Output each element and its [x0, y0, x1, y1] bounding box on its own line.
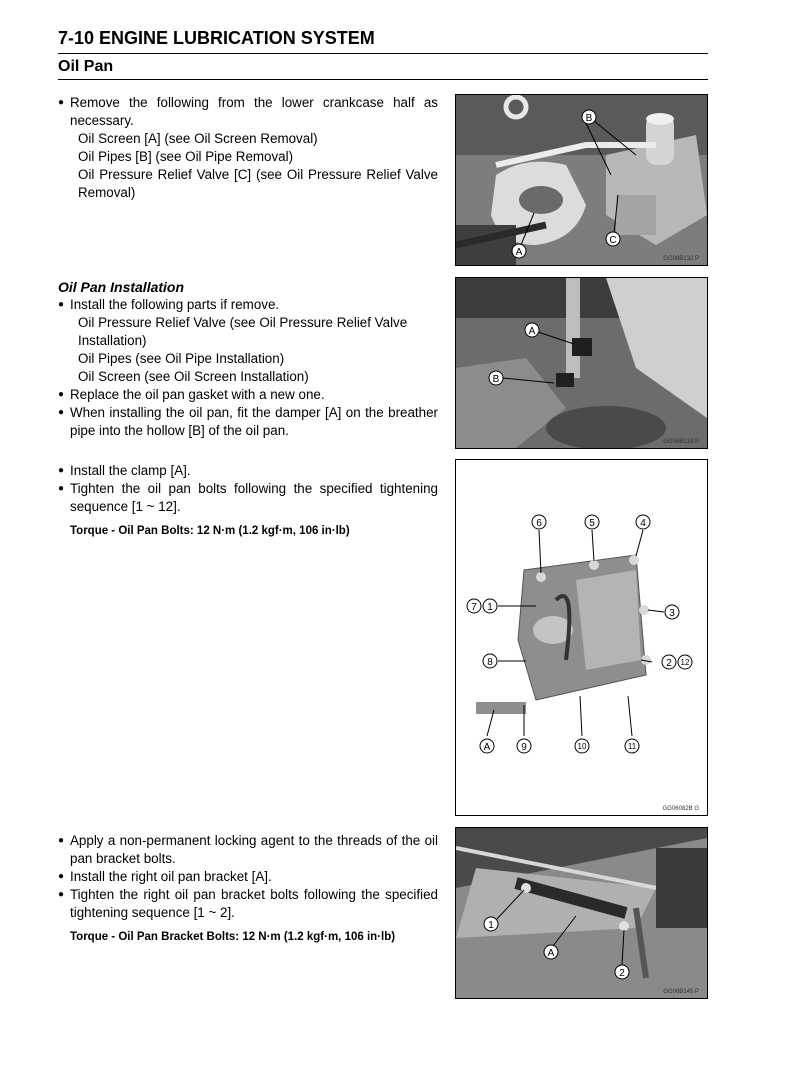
callout-a [512, 244, 526, 258]
svg-text:11: 11 [627, 742, 637, 751]
callout-4 [636, 515, 650, 529]
svg-text:9: 9 [521, 742, 527, 753]
callout-b [582, 110, 596, 124]
page-header [58, 28, 708, 75]
bullet-tighten-pan: ● Tighten the oil pan bolts following the specified tightening sequence [1 ~ 12]. [58, 480, 438, 516]
figure-bracket-drawing [456, 828, 707, 998]
callout-1 [484, 917, 498, 931]
svg-text:4: 4 [640, 518, 646, 529]
svg-text:A: A [528, 326, 536, 337]
figure-bracket [455, 827, 708, 999]
item-oil-pipes: Oil Pipes [B] (see Oil Pipe Removal) [78, 149, 294, 164]
callout-9 [517, 739, 531, 753]
callout-3 [665, 605, 679, 619]
torque-pan-bolts: Torque - Oil Pan Bolts: 12 N·m (1.2 kgf·m, 106 in·lb) [70, 525, 350, 537]
svg-text:2: 2 [666, 658, 672, 669]
figure-oil-pan-removal [455, 94, 708, 266]
callout-8 [483, 654, 497, 668]
svg-text:B: B [585, 113, 593, 124]
page-title: 7-10 ENGINE LUBRICATION SYSTEM [58, 28, 375, 48]
callout-2 [662, 655, 676, 669]
bullet-install-parts: ● Install the following parts if remove. [58, 296, 438, 314]
bracket-text [58, 832, 438, 946]
figure-bolt-sequence [455, 459, 708, 816]
figure-code: GG06082B G [662, 806, 699, 812]
clamp-text [58, 462, 438, 540]
svg-text:C: C [609, 235, 617, 246]
callout-a [525, 323, 539, 337]
svg-text:7: 7 [471, 602, 477, 613]
callout-11 [625, 739, 639, 753]
callout-2 [615, 965, 629, 979]
title-rule [58, 53, 708, 54]
bullet-tighten-bracket: ● Tighten the right oil pan bracket bolts following the specified tightening sequence [1 ~ 2]. [58, 886, 438, 922]
svg-text:10: 10 [577, 742, 587, 751]
svg-text:A: A [547, 948, 555, 959]
svg-text:A: A [483, 742, 491, 753]
svg-text:1: 1 [488, 920, 494, 931]
bullet-install-bracket: ● Install the right oil pan bracket [A]. [58, 868, 438, 886]
figure-bolt-sequence-drawing [456, 460, 707, 815]
bullet-locking-agent: ● Apply a non-permanent locking agent to the threads of the oil pan bracket bolts. [58, 832, 438, 868]
removal-text [58, 94, 438, 202]
callout-1 [483, 599, 497, 613]
callout-5 [585, 515, 599, 529]
svg-text:1: 1 [487, 602, 493, 613]
callout-6 [532, 515, 546, 529]
svg-text:A: A [515, 247, 523, 258]
callout-a [480, 739, 494, 753]
callout-12 [678, 655, 692, 669]
svg-text:2: 2 [619, 968, 625, 979]
svg-text:12: 12 [680, 658, 690, 667]
bullet-remove: ● Remove the following from the lower crankcase half as necessary. [58, 94, 438, 130]
bullet-clamp: ● Install the clamp [A]. [58, 462, 438, 480]
item-relief-valve-install: Oil Pressure Relief Valve (see Oil Pressure Relief Valve Installation) [78, 315, 408, 348]
figure-damper [455, 277, 708, 449]
item-oil-screen-install: Oil Screen (see Oil Screen Installation) [78, 369, 309, 384]
callout-c [606, 232, 620, 246]
callout-b [489, 371, 503, 385]
item-relief-valve: Oil Pressure Relief Valve [C] (see Oil Pressure Relief Valve Removal) [78, 167, 438, 200]
item-oil-screen: Oil Screen [A] (see Oil Screen Removal) [78, 131, 318, 146]
figure-damper-drawing [456, 278, 707, 448]
callout-7 [467, 599, 481, 613]
installation-heading: Oil Pan Installation [58, 279, 185, 295]
callout-10 [575, 739, 589, 753]
installation-text [58, 278, 438, 440]
torque-bracket-bolts: Torque - Oil Pan Bracket Bolts: 12 N·m (1.2 kgf·m, 106 in·lb) [70, 931, 396, 943]
figure-oil-pan-removal-drawing [456, 95, 707, 265]
subtitle-rule [58, 79, 708, 80]
item-oil-pipes-install: Oil Pipes (see Oil Pipe Installation) [78, 351, 285, 366]
svg-text:3: 3 [669, 608, 675, 619]
svg-text:6: 6 [536, 518, 542, 529]
figure-code: GG06B133 P [663, 439, 699, 445]
bullet-damper: ● When installing the oil pan, fit the damper [A] on the breather pipe into the hollow [B] of the oil pan. [58, 404, 438, 440]
bullet-gasket: ● Replace the oil pan gasket with a new one. [58, 386, 438, 404]
svg-text:8: 8 [487, 657, 493, 668]
svg-text:B: B [492, 374, 500, 385]
figure-code: GG06B132 P [663, 256, 699, 262]
section-title: Oil Pan [58, 58, 114, 75]
figure-code: GG06B145 P [663, 989, 699, 995]
svg-text:5: 5 [589, 518, 595, 529]
callout-a [544, 945, 558, 959]
